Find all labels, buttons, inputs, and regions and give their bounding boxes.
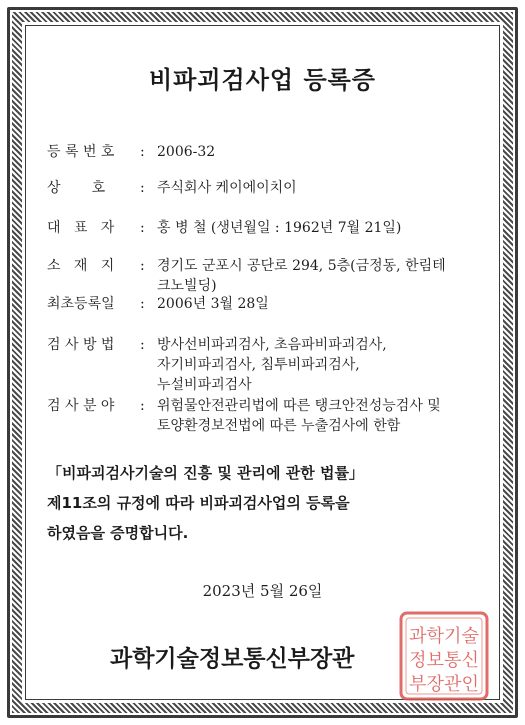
statement-line: 제11조의 규정에 따라 비파괴검사업의 등록을 <box>47 494 350 512</box>
field-value <box>157 335 525 395</box>
field-colon: : <box>140 220 145 236</box>
official-seal-stamp <box>398 610 490 702</box>
seal-text-line: 정보통신 <box>409 650 479 671</box>
field-value <box>157 218 525 238</box>
field-colon: : <box>140 337 145 353</box>
field-value <box>157 178 525 198</box>
field-value-line: 2006년 3월 28일 <box>157 296 269 312</box>
issuer-name: 과학기술정보통신부장관 <box>110 646 355 672</box>
seal-text-line: 과학기술 <box>409 626 479 647</box>
certification-statement <box>47 458 487 548</box>
statement-line: 「비파괴검사기술의 진흥 및 관리에 관한 법률」 <box>47 464 364 482</box>
certificate-title: 비파괴검사업 등록증 <box>148 66 376 94</box>
field-label: 등 록 번 호 <box>47 144 115 160</box>
field-value <box>157 396 525 436</box>
field-colon: : <box>140 180 145 196</box>
seal-text-line: 부장관인 <box>409 674 479 695</box>
field-value-line: 경기도 군포시 공단로 294, 5층(금정동, 한림테 <box>157 258 446 274</box>
field-value-line: 자기비파괴검사, 침투비파괴검사, <box>157 357 360 373</box>
field-value-line: 위험물안전관리법에 따른 탱크안전성능검사 및 <box>157 398 441 414</box>
field-value-line: 누설비파괴검사 <box>157 377 252 393</box>
field-value <box>157 142 525 162</box>
field-value <box>157 294 525 314</box>
field-colon: : <box>140 296 145 312</box>
issue-date: 2023년 5월 26일 <box>202 582 323 600</box>
field-value <box>157 256 525 296</box>
field-label: 최초등록일 <box>47 296 115 312</box>
field-value-line: 2006-32 <box>157 144 216 160</box>
field-label: 검 사 방 법 <box>47 337 115 353</box>
statement-line: 하였음을 증명합니다. <box>47 524 189 542</box>
field-label: 소 재 지 <box>47 258 115 274</box>
field-label: 상 호 <box>47 180 106 196</box>
field-value-line: 방사선비파괴검사, 초음파비파괴검사, <box>157 337 387 353</box>
field-colon: : <box>140 398 145 414</box>
field-colon: : <box>140 144 145 160</box>
field-value-line: 주식회사 케이에이치이 <box>157 180 297 196</box>
field-label: 대 표 자 <box>47 220 115 236</box>
field-value-line: 크노빌딩) <box>157 278 217 294</box>
field-value-line: 토양환경보전법에 따른 누출검사에 한함 <box>157 418 401 434</box>
field-label: 검 사 분 야 <box>47 398 115 414</box>
field-colon: : <box>140 258 145 274</box>
field-value-line: 홍 병 철 (생년월일 : 1962년 7월 21일) <box>157 220 402 236</box>
